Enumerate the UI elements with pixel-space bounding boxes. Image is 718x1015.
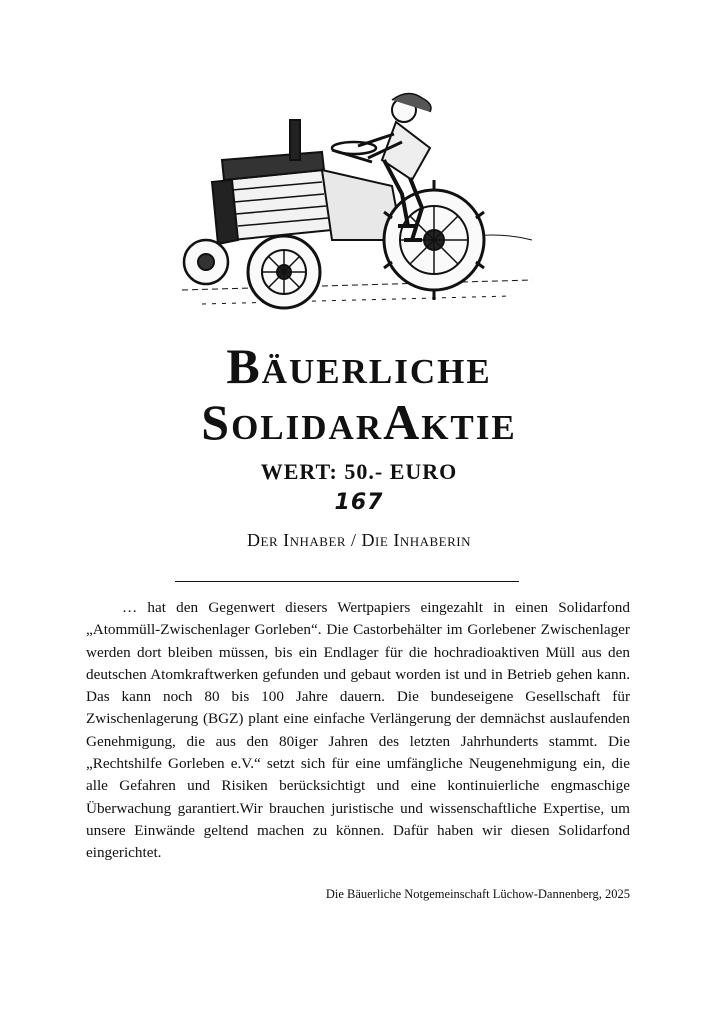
- certificate-body: [86, 597, 630, 865]
- issuer-footer: Die Bäuerliche Notgemeinschaft Lüchow-Dannenberg, 2025: [325, 887, 630, 901]
- certificate-value: WERT: 50.- EURO: [260, 459, 458, 484]
- tractor-with-farmer-icon: [172, 90, 544, 322]
- signature-line: [175, 581, 519, 582]
- serial-number: 167: [334, 490, 384, 515]
- certificate-title-line1: Bäuerliche: [226, 338, 492, 394]
- certificate-title-line2: SolidarAktie: [201, 394, 517, 450]
- holder-label: Der Inhaber / Die Inhaberin: [247, 530, 471, 550]
- body-paragraph: … hat den Gegenwert diesers Wertpapiers eingezahlt in einen Solidarfond „Atommüll-Zwischenlager Gorleben“. Die Castorbehälter im Gorlebener Zwischenlager werden dort bleiben müssen, bis ein Endlager für die hochradioaktiven Müll aus den deutschen Atomkraftwerken gefunden und gebaut worden ist und in Betrieb gehen kann. Das kann noch 80 bis 100 Jahre dauern. Die bundeseigene Gesellschaft für Zwischenlagerung (BGZ) plant eine einfache Verlängerung der demnächst auslaufenden Genehmigung, die aus den 80iger Jahren des letzten Jahrhunderts stammt. Die „Rechtshilfe Gorleben e.V.“ setzt sich für eine umfängliche Neugenehmigung ein, die alle Gefahren und Risiken berücksichtigt und eine kontinuierliche engmaschige Überwachung garantiert.Wir brauchen juristische und wissenschaftliche Expertise, um unsere Einwände geltend machen zu können. Dafür haben wir diesen Solidarfond eingerichtet.: [86, 599, 630, 862]
